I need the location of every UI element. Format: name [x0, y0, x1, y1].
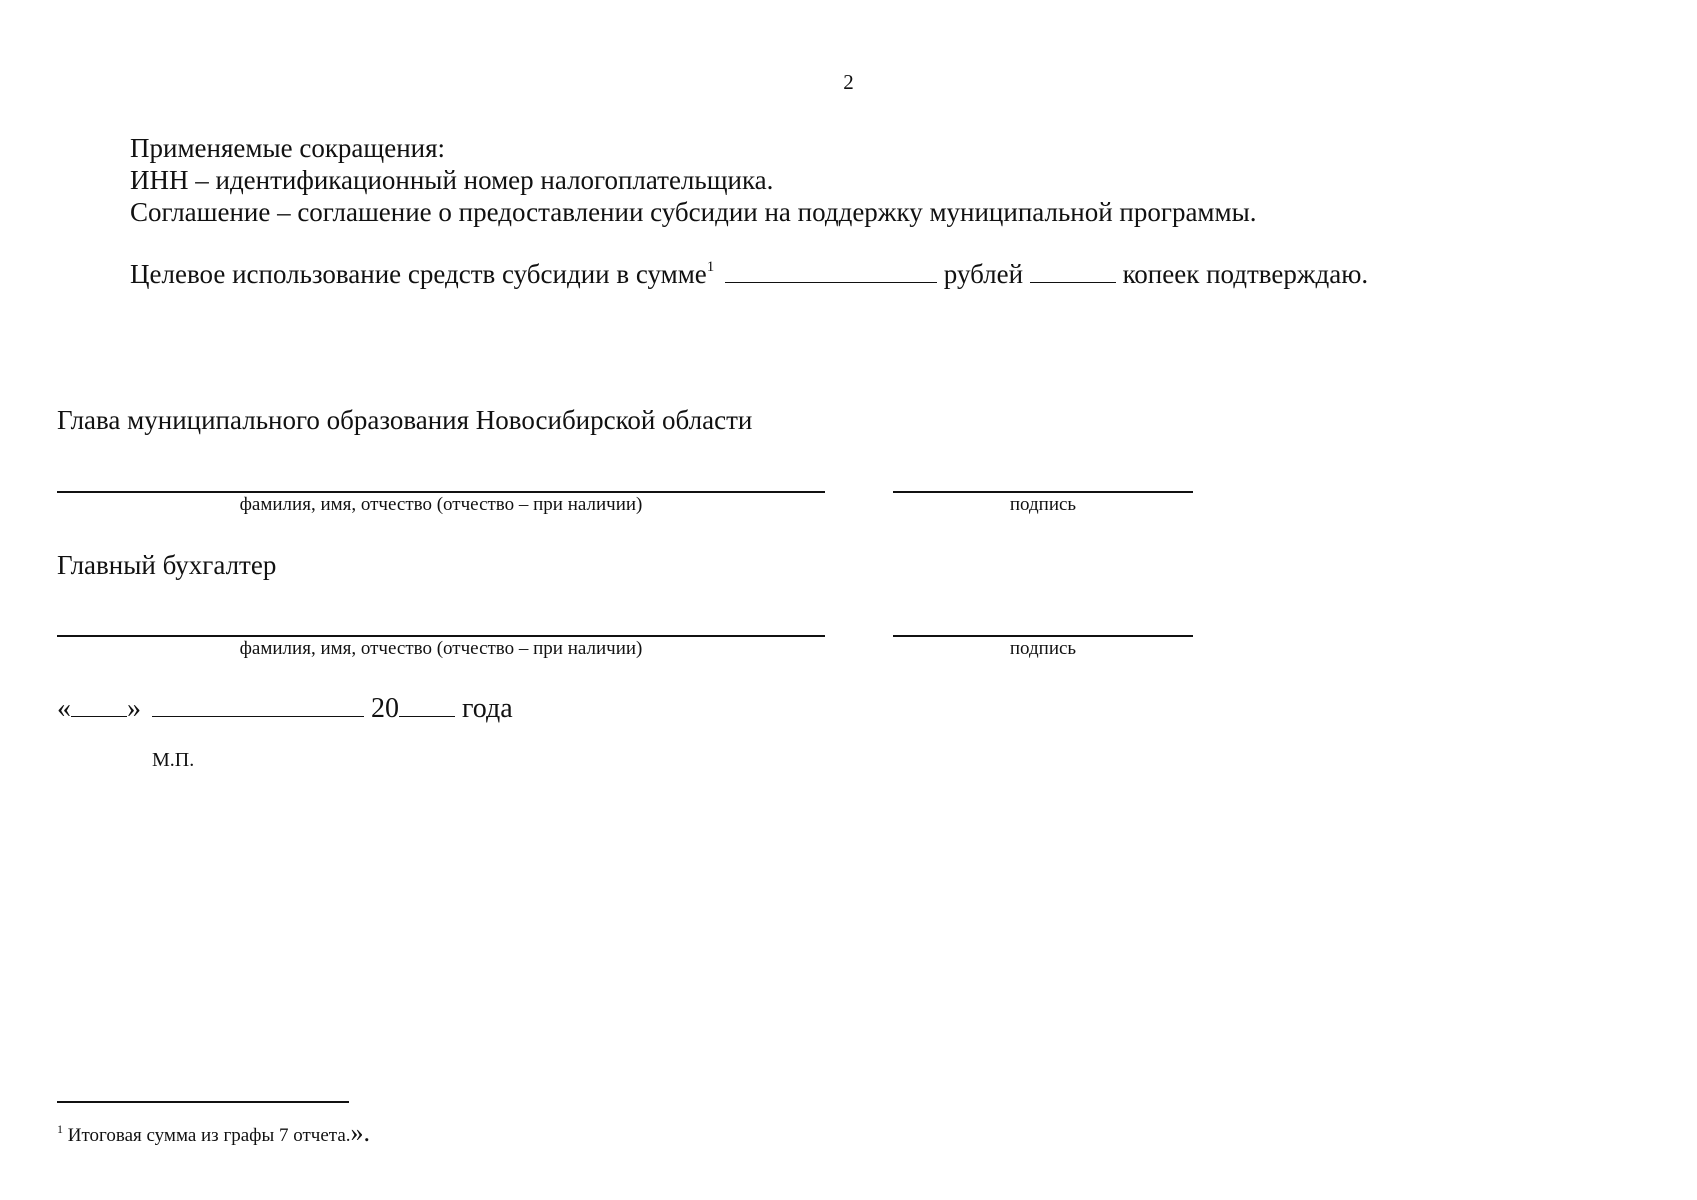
footnote-closing-quote: ».: [350, 1118, 371, 1147]
year-blank[interactable]: [399, 694, 455, 717]
abbreviations-title: Применяемые сокращения:: [130, 133, 446, 163]
amount-rubles-blank[interactable]: [725, 260, 937, 283]
head-of-municipality-title: Глава муниципального образования Новосибирской области: [57, 405, 753, 435]
head-name-caption: фамилия, имя, отчество (отчество – при наличии): [239, 494, 643, 515]
footnote: [57, 1118, 370, 1148]
stamp-label: М.П.: [152, 749, 195, 771]
page-number: 2: [843, 70, 854, 94]
abbreviation-agreement: Соглашение – соглашение о предоставлении субсидии на поддержку муниципальной программы.: [130, 197, 1257, 227]
footnote-reference: 1: [706, 259, 715, 275]
footnote-separator: [57, 1101, 349, 1103]
chief-accountant-title: Главный бухгалтер: [57, 550, 277, 580]
abbreviation-inn: ИНН – идентификационный номер налогоплательщика.: [130, 165, 774, 195]
rubles-label: рублей: [943, 259, 1024, 289]
date-open-quote: «: [57, 693, 71, 724]
confirmation-text: Целевое использование средств субсидии в сумме: [130, 259, 707, 289]
head-signature-caption: подпись: [1009, 494, 1077, 515]
accountant-name-line[interactable]: [57, 635, 825, 637]
date-line: [57, 693, 513, 725]
kopecks-confirmation-label: копеек подтверждаю.: [1122, 259, 1369, 289]
amount-kopecks-blank[interactable]: [1030, 260, 1116, 283]
month-blank[interactable]: [152, 694, 364, 717]
accountant-signature-caption: подпись: [1009, 638, 1077, 659]
century-prefix: 20: [371, 693, 399, 724]
footnote-text: Итоговая сумма из графы 7 отчета.: [67, 1125, 351, 1146]
date-close-quote: »: [127, 693, 141, 724]
footnote-marker: 1: [57, 1122, 63, 1136]
confirmation-sentence: [130, 258, 1368, 291]
accountant-signature-line[interactable]: [893, 635, 1193, 637]
accountant-name-caption: фамилия, имя, отчество (отчество – при наличии): [239, 638, 643, 659]
head-name-line[interactable]: [57, 491, 825, 493]
day-blank[interactable]: [71, 694, 127, 717]
head-signature-line[interactable]: [893, 491, 1193, 493]
year-word: года: [462, 693, 513, 724]
